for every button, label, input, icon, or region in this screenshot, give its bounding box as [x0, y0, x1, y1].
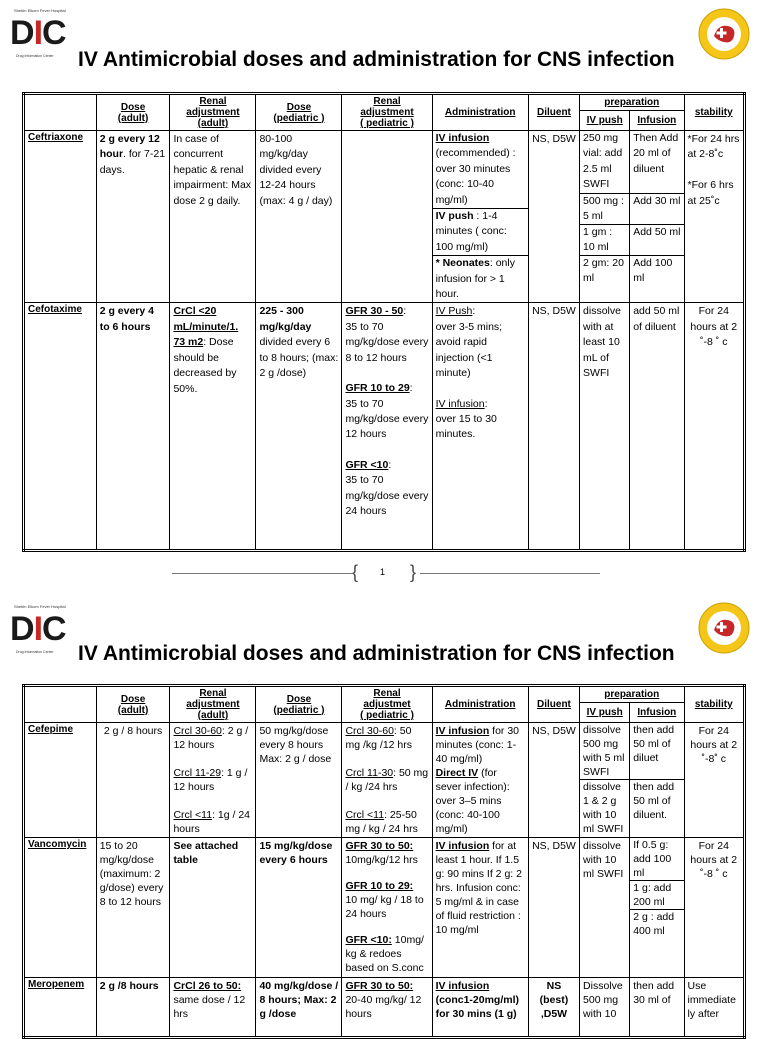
- header-dose-pediatric: Dose (pediatric ): [256, 94, 342, 131]
- vancomycin-dose-adult: 15 to 20 mg/kg/dose (maximum: 2 g/dose) every 8 to 12 hours: [96, 838, 170, 978]
- meropenem-administration: IV infusion (conc1-20mg/ml) for 30 mins (1 g): [432, 978, 528, 1038]
- vancomycin-diluent: NS, D5W: [528, 838, 579, 978]
- page-2: [0, 596, 768, 1024]
- header-dose-adult-2: Dose (adult): [96, 686, 170, 723]
- ceftriaxone-renal-pediatric: [342, 131, 432, 303]
- antimicrobial-table-page2: [22, 684, 746, 1039]
- ceftriaxone-stability: *For 24 hrs at 2-8˚c *For 6 hrs at 25˚c: [684, 131, 745, 303]
- cefepime-administration: IV infusion for 30 minutes (conc: 1-40 mg/ml) Direct IV (for sever infection): over 3–5 mins (conc: 40-100 mg/ml): [432, 723, 528, 838]
- footer-line-left: [172, 573, 352, 574]
- header-drug-2: [24, 686, 97, 723]
- header-stability-2: stability: [684, 686, 745, 723]
- meropenem-dose-adult: 2 g /8 hours: [96, 978, 170, 1038]
- page-title-2: IV Antimicrobial doses and administration for CNS infection: [78, 642, 675, 665]
- logo-text: DIC: [10, 14, 66, 52]
- ceftriaxone-iv-push: 250 mg vial: add 2.5 ml SWFI 500 mg : 5 ml 1 gm : 10 ml 2 gm: 20 ml: [580, 131, 630, 303]
- footer-brace-left: {: [352, 562, 359, 582]
- header-preparation-2: preparation: [580, 686, 684, 703]
- cefepime-diluent: NS, D5W: [528, 723, 579, 838]
- ceftriaxone-dose-adult: 2 g every 12 hour. for 7-21 days.: [96, 131, 170, 303]
- ceftriaxone-dose-pediatric: 80-100 mg/kg/day divided every 12-24 hours (max: 4 g / day): [256, 131, 342, 303]
- header-renal-pediatric-2: Renal adjustmet ( pediatric ): [342, 686, 432, 723]
- header-renal-pediatric: Renal adjustment ( pediatric ): [342, 94, 432, 131]
- meropenem-stability: Use immediate ly after: [684, 978, 745, 1038]
- page-title: IV Antimicrobial doses and administration for CNS infection: [78, 48, 675, 71]
- logo-hospital-name-2: Shebin Elkom Fever Hospital: [14, 604, 66, 609]
- logo-subtitle: Drug Information Center: [16, 54, 54, 58]
- meropenem-renal-pediatric: GFR 30 to 50: 20-40 mg/kg/ 12 hours: [342, 978, 432, 1038]
- ceftriaxone-administration: IV infusion (recommended) : over 30 minutes (conc: 10-40 mg/ml) IV push : 1-4 minutes ( conc: 100 mg/ml) * Neonates: only infusion for > 1 hour.: [432, 131, 528, 303]
- cefotaxime-dose-pediatric: 225 - 300 mg/kg/day divided every 6 to 8 hours; (max: 2 g /dose): [256, 303, 342, 551]
- vancomycin-iv-push: dissolve with 10 ml SWFI: [580, 838, 630, 978]
- hospital-seal-icon: [698, 8, 750, 60]
- header-renal-adult: Renal adjustment (adult): [170, 94, 256, 131]
- page-footer: [0, 562, 768, 584]
- cefotaxime-stability: For 24 hours at 2 ˚-8 ˚ c: [684, 303, 745, 551]
- header-diluent-2: Diluent: [528, 686, 579, 723]
- meropenem-renal-adult: CrCl 26 to 50: same dose / 12 hrs: [170, 978, 256, 1038]
- cefotaxime-renal-adult: CrCl <20 mL/minute/1. 73 m2: Dose should be decreased by 50%.: [170, 303, 256, 551]
- cefepime-iv-push: dissolve 500 mg with 5 ml SWFI dissolve 1 & 2 g with 10 ml SWFI: [580, 723, 630, 838]
- cefepime-renal-pediatric: Crcl 30-60: 50 mg /kg /12 hrs Crcl 11-30: 50 mg / kg /24 hrs Crcl <11: 25-50 mg / kg / 24 hrs: [342, 723, 432, 838]
- cefepime-dose-pediatric: 50 mg/kg/dose every 8 hours Max: 2 g / dose: [256, 723, 342, 838]
- cefotaxime-infusion: add 50 ml of diluent: [630, 303, 684, 551]
- header-renal-adult-2: Renal adjustment (adult): [170, 686, 256, 723]
- hospital-seal-icon-2: [698, 602, 750, 654]
- ceftriaxone-infusion: Then Add 20 ml of diluent Add 30 ml Add 50 ml Add 100 ml: [630, 131, 684, 303]
- meropenem-infusion: then add 30 ml of: [630, 978, 684, 1038]
- cefotaxime-administration: IV Push: over 3-5 mins; avoid rapid injection (<1 minute) IV infusion: over 15 to 30 minutes.: [432, 303, 528, 551]
- dic-logo: [6, 8, 76, 68]
- header-stability: stability: [684, 94, 745, 131]
- cefepime-renal-adult: Crcl 30-60: 2 g / 12 hours Crcl 11-29: 1 g / 12 hours Crcl <11: 1g / 24 hours: [170, 723, 256, 838]
- header-dose-pediatric-2: Dose (pediatric ): [256, 686, 342, 723]
- drug-name-meropenem: Meropenem: [24, 978, 97, 1038]
- vancomycin-administration: IV infusion for at least 1 hour. If 1.5 g: 90 mins If 2 g: 2 hrs. Infusion conc: 5 mg/ml & in case of fluid restriction : 10 mg/ml: [432, 838, 528, 978]
- cefotaxime-diluent: NS, D5W: [528, 303, 579, 551]
- vancomycin-stability: For 24 hours at 2 ˚-8 ˚ c: [684, 838, 745, 978]
- header-administration-2: Administration: [432, 686, 528, 723]
- header-iv-push: IV push: [580, 111, 630, 131]
- meropenem-iv-push: Dissolve 500 mg with 10: [580, 978, 630, 1038]
- cefepime-stability: For 24 hours at 2 ˚-8˚ c: [684, 723, 745, 838]
- cefepime-dose-adult: 2 g / 8 hours: [96, 723, 170, 838]
- drug-name-vancomycin: Vancomycin: [24, 838, 97, 978]
- footer-brace-right: }: [410, 562, 417, 582]
- drug-name-ceftriaxone: Ceftriaxone: [24, 131, 97, 303]
- drug-name-cefotaxime: Cefotaxime: [24, 303, 97, 551]
- logo-hospital-name: Shebin Elkom Fever Hospital: [14, 8, 66, 13]
- page-number: 1: [380, 567, 386, 577]
- vancomycin-infusion: If 0.5 g: add 100 ml 1 g: add 200 ml 2 g : add 400 ml: [630, 838, 684, 978]
- header-administration: Administration: [432, 94, 528, 131]
- header-dose-adult: Dose (adult): [96, 94, 170, 131]
- cefotaxime-iv-push: dissolve with at least 10 mL of SWFI: [580, 303, 630, 551]
- vancomycin-dose-pediatric: 15 mg/kg/dose every 6 hours: [256, 838, 342, 978]
- drug-name-cefepime: Cefepime: [24, 723, 97, 838]
- logo-text-2: DIC: [10, 610, 66, 648]
- vancomycin-renal-pediatric: GFR 30 to 50: 10mg/kg/12 hrs GFR 10 to 29: 10 mg/ kg / 18 to 24 hours GFR <10: 10mg/ kg & redoes based on S.conc: [342, 838, 432, 978]
- cefotaxime-dose-adult: 2 g every 4 to 6 hours: [96, 303, 170, 551]
- cefepime-infusion: then add 50 ml of diluet then add 50 ml of diluent.: [630, 723, 684, 838]
- vancomycin-renal-adult: See attached table: [170, 838, 256, 978]
- ceftriaxone-diluent: NS, D5W: [528, 131, 579, 303]
- header-diluent: Diluent: [528, 94, 579, 131]
- cefotaxime-renal-pediatric: GFR 30 - 50: 35 to 70 mg/kg/dose every 8 to 12 hours GFR 10 to 29: 35 to 70 mg/kg/dose every 12 hours GFR <10: 35 to 70 mg/kg/dose every 24 hours: [342, 303, 432, 551]
- header-iv-push-2: IV push: [580, 703, 630, 723]
- antimicrobial-table-page1: [22, 92, 746, 552]
- footer-line-right: [420, 573, 600, 574]
- logo-subtitle-2: Drug Information Center: [16, 650, 54, 654]
- meropenem-diluent: NS (best) ,D5W: [528, 978, 579, 1038]
- header-infusion-2: Infusion: [630, 703, 684, 723]
- header-preparation: preparation: [580, 94, 684, 111]
- meropenem-dose-pediatric: 40 mg/kg/dose / 8 hours; Max: 2 g /dose: [256, 978, 342, 1038]
- header-drug: [24, 94, 97, 131]
- dic-logo-2: [6, 604, 76, 664]
- ceftriaxone-renal-adult: In case of concurrent hepatic & renal impairment: Max dose 2 g daily.: [170, 131, 256, 303]
- header-infusion: Infusion: [630, 111, 684, 131]
